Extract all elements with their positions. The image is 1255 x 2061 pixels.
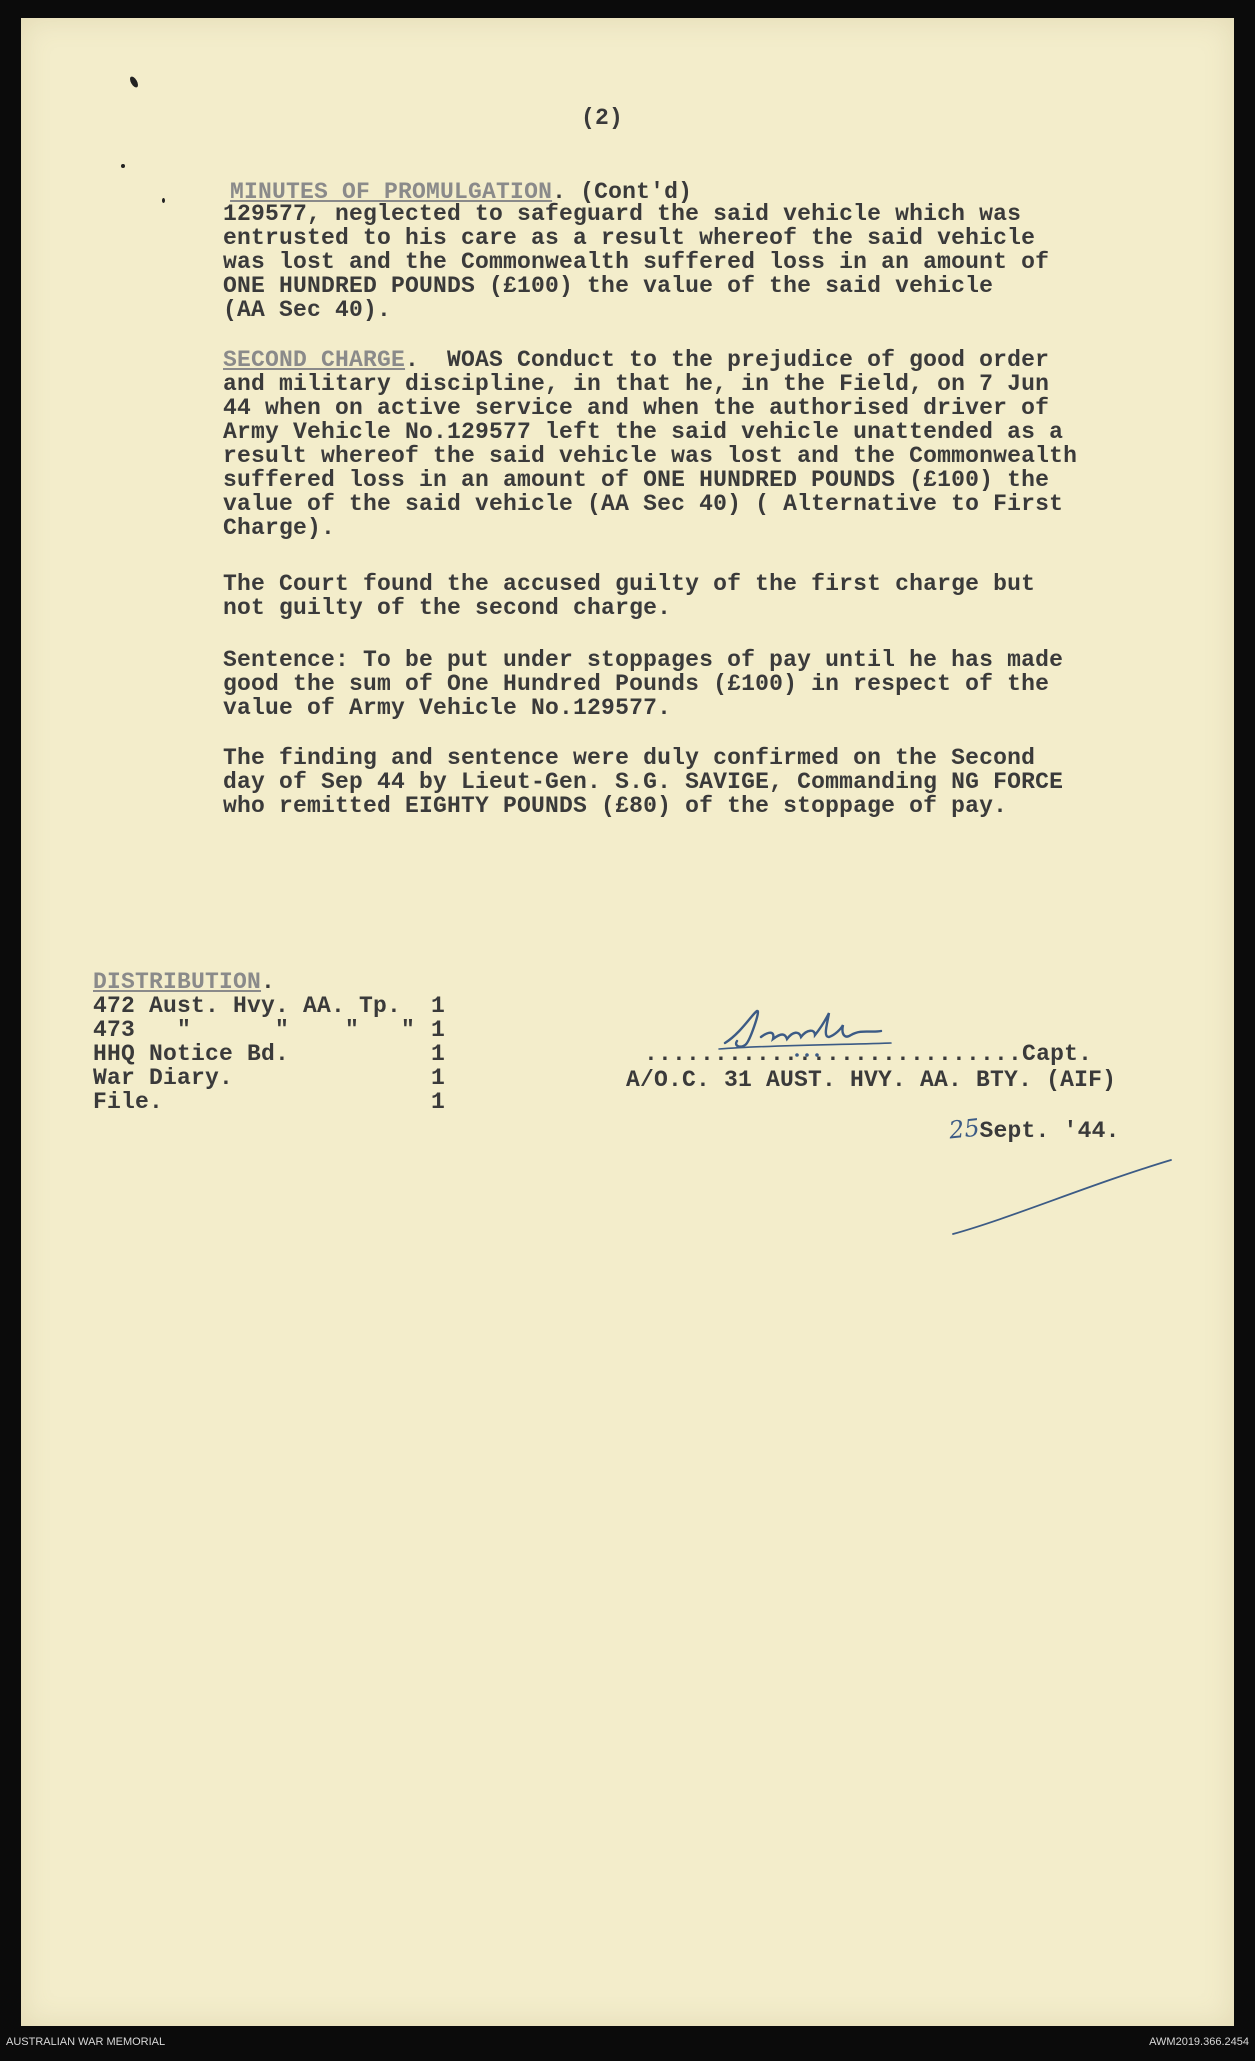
distribution-item: File. xyxy=(93,1089,164,1115)
distribution-item: 473 " " " " xyxy=(93,1017,416,1043)
distribution-row xyxy=(93,1089,446,1115)
text-line: (AA Sec 40). xyxy=(223,297,392,323)
distribution-title-suffix: . xyxy=(261,969,276,995)
handwritten-date: 25 xyxy=(947,1113,981,1145)
edge-mark xyxy=(128,75,139,88)
second-charge-text: . WOAS Conduct to the prejudice of good order xyxy=(405,347,1050,373)
distribution-row xyxy=(93,1065,446,1091)
distribution-row xyxy=(93,993,446,1019)
text-line: suffered loss in an amount of ONE HUNDRED POUNDS (£100) the xyxy=(223,467,1050,493)
text-line: and military discipline, in that he, in the Field, on 7 Jun xyxy=(223,371,1050,397)
paragraph-first-charge-continued xyxy=(223,202,1049,322)
distribution-row xyxy=(93,1017,446,1043)
text-line: Army Vehicle No.129577 left the said vehicle unattended as a xyxy=(223,419,1064,445)
distribution-title-text: DISTRIBUTION xyxy=(93,969,262,995)
signature-dots-line: ...........................Capt. xyxy=(644,1041,1093,1067)
heading-title: MINUTES OF PROMULGATION xyxy=(230,179,553,205)
edge-mark xyxy=(162,198,165,203)
edge-mark xyxy=(121,164,125,168)
paragraph-confirmation xyxy=(223,746,1063,818)
text-line: Charge). xyxy=(223,515,336,541)
text-line: entrusted to his care as a result whereof the said vehicle xyxy=(223,225,1036,251)
archive-footer xyxy=(0,2026,1255,2061)
footer-right: AWM2019.366.2454 xyxy=(1149,2036,1249,2048)
distribution-count: 1 xyxy=(431,1089,446,1115)
distribution-count: 1 xyxy=(431,1065,446,1091)
distribution-list xyxy=(93,969,446,1115)
text-line: day of Sep 44 by Lieut-Gen. S.G. SAVIGE, Commanding NG FORCE xyxy=(223,769,1064,795)
distribution-item: HHQ Notice Bd. xyxy=(93,1041,290,1067)
text-line: 129577, neglected to safeguard the said vehicle which was xyxy=(223,201,1022,227)
heading-suffix: . (Cont'd) xyxy=(552,179,693,205)
text-line: Sentence: To be put under stoppages of pay until he has made xyxy=(223,647,1064,673)
text-line: not guilty of the second charge. xyxy=(223,595,672,621)
page-number: (2) xyxy=(581,105,624,131)
pen-stroke-line xyxy=(941,1138,1181,1238)
paragraph-finding xyxy=(223,572,1035,620)
text-line: result whereof the said vehicle was lost and the Commonwealth xyxy=(223,443,1078,469)
document-page xyxy=(21,18,1234,2026)
signature-position: A/O.C. 31 AUST. HVY. AA. BTY. (AIF) xyxy=(626,1067,1117,1093)
text-line: 44 when on active service and when the authorised driver of xyxy=(223,395,1050,421)
distribution-row xyxy=(93,1041,446,1067)
distribution-count: 1 xyxy=(431,993,446,1019)
second-charge-label: SECOND CHARGE xyxy=(223,347,406,373)
distribution-count: 1 xyxy=(431,1017,446,1043)
footer-left: AUSTRALIAN WAR MEMORIAL xyxy=(6,2036,166,2048)
distribution-count: 1 xyxy=(431,1041,446,1067)
text-line: The Court found the accused guilty of the first charge but xyxy=(223,571,1036,597)
paragraph-second-charge xyxy=(223,348,1077,540)
text-line: ONE HUNDRED POUNDS (£100) the value of the said vehicle xyxy=(223,273,994,299)
text-line: The finding and sentence were duly confirmed on the Second xyxy=(223,745,1036,771)
text-line: good the sum of One Hundred Pounds (£100) in respect of the xyxy=(223,671,1050,697)
text-line: who remitted EIGHTY POUNDS (£80) of the stoppage of pay. xyxy=(223,793,1008,819)
text-line xyxy=(223,348,1077,372)
distribution-item: War Diary. xyxy=(93,1065,234,1091)
distribution-title xyxy=(93,970,275,994)
text-line: was lost and the Commonwealth suffered loss in an amount of xyxy=(223,249,1050,275)
paragraph-sentence xyxy=(223,648,1063,720)
text-line: value of the said vehicle (AA Sec 40) ( Alternative to First xyxy=(223,491,1064,517)
distribution-item: 472 Aust. Hvy. AA. Tp. xyxy=(93,993,402,1019)
text-line: value of Army Vehicle No.129577. xyxy=(223,695,672,721)
typed-date: Sept. '44. xyxy=(979,1118,1120,1144)
